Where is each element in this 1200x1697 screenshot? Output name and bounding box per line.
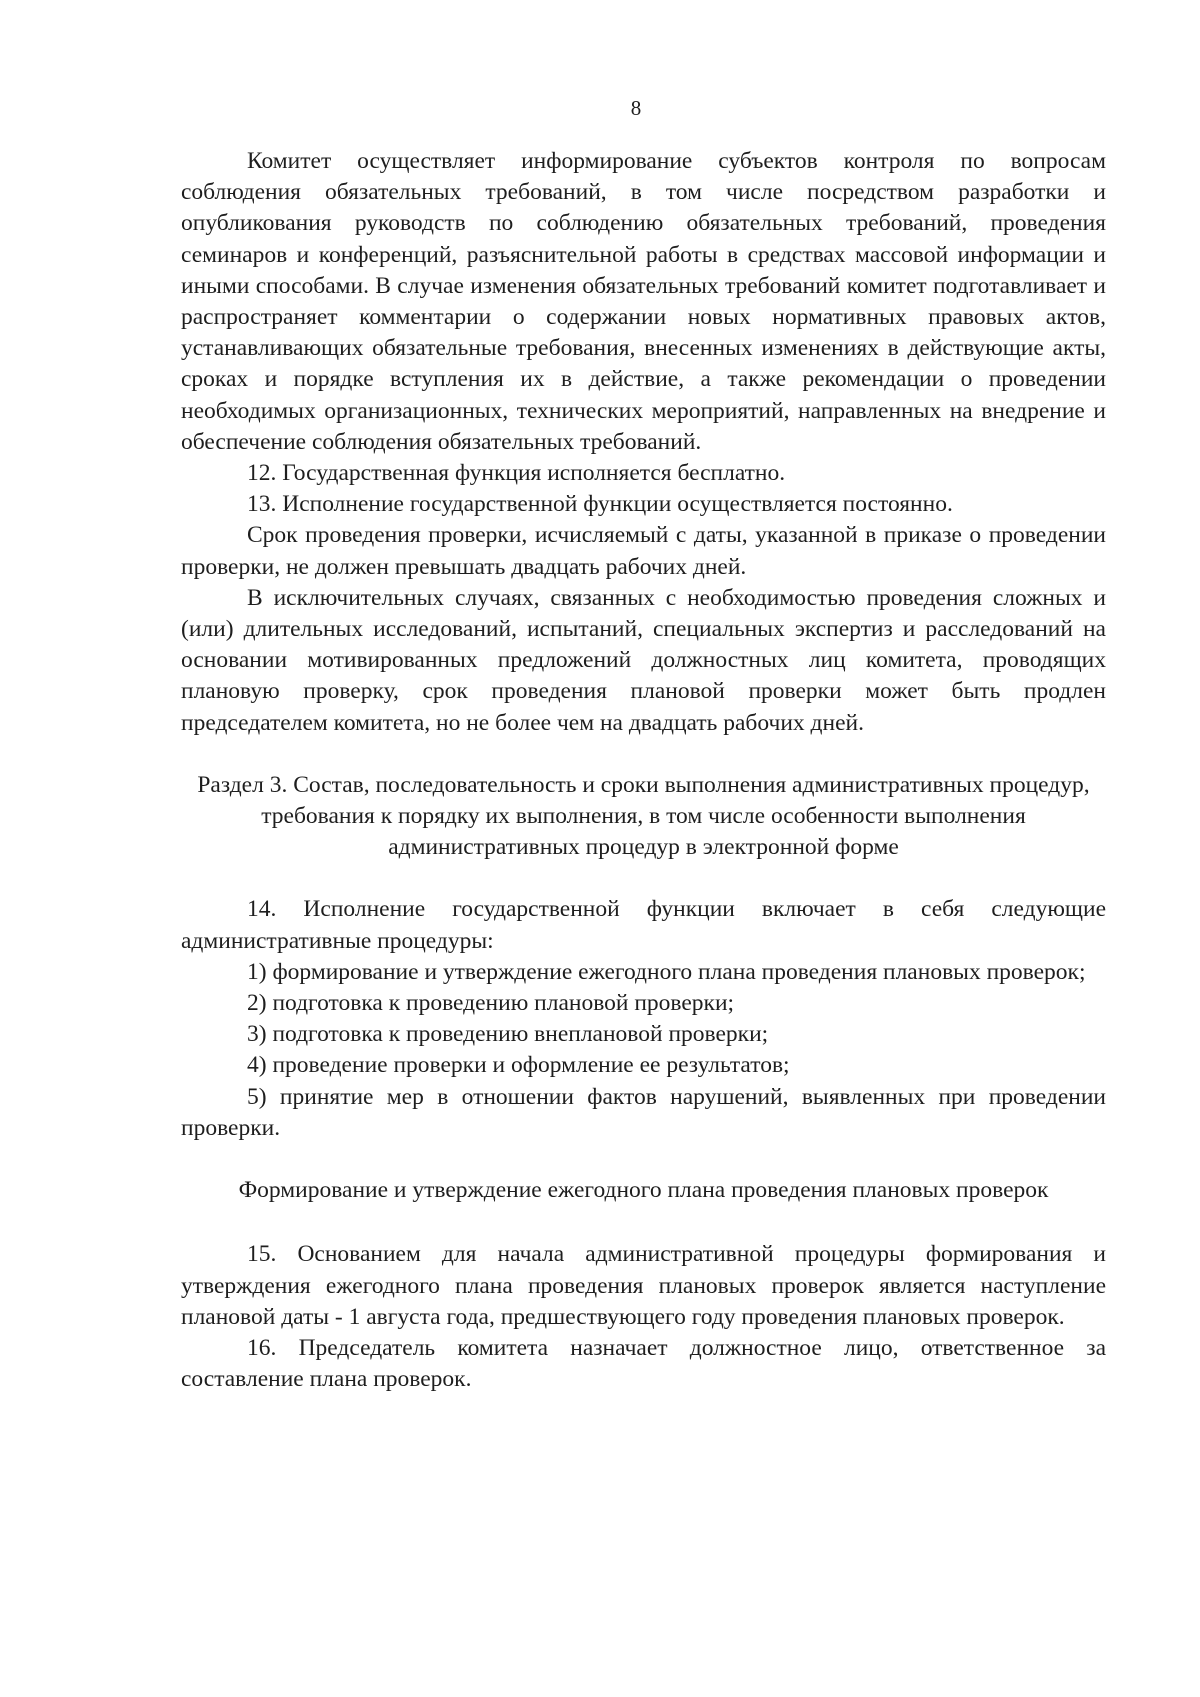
procedure-item-3: 3) подготовка к проведению внеплановой проверки; <box>247 1021 769 1048</box>
paragraph-15: 15. Основанием для начала административной процедуры формирования и утверждения ежегодного плана проведения плановых проверок является наступление плановой даты - 1 августа года, предшествующего году проведения плановых проверок. <box>181 1241 1106 1330</box>
procedure-item-1: 1) формирование и утверждение ежегодного плана проведения плановых проверок; <box>247 958 1086 985</box>
paragraph-inspection-term: Срок проведения проверки, исчисляемый с даты, указанной в приказе о проведении проверки, не должен превышать двадцать рабочих дней. <box>181 522 1106 580</box>
procedure-item-2: 2) подготовка к проведению плановой проверки; <box>247 990 735 1017</box>
document-body <box>181 146 1106 1395</box>
page-number: 8 <box>630 96 642 120</box>
paragraph-14: 14. Исполнение государственной функции включает в себя следующие административные процедуры: <box>181 896 1106 954</box>
paragraph-16: 16. Председатель комитета назначает должностное лицо, ответственное за составление плана проверок. <box>181 1334 1106 1393</box>
section-3-heading: Раздел 3. Состав, последовательность и сроки выполнения административных процедур, требования к порядку их выполнения, в том числе особенности выполнения административных процедур в электронной форме <box>197 771 1090 861</box>
paragraph-12: 12. Государственная функция исполняется бесплатно. <box>247 460 786 487</box>
procedure-item-4: 4) проведение проверки и оформление ее результатов; <box>247 1052 790 1079</box>
paragraph-exceptional-cases: В исключительных случаях, связанных с необходимостью проведения сложных и (или) длительных исследований, испытаний, специальных экспертиз и расследований на основании мотивированных предложений должностных лиц комитета, проводящих плановую проверку, срок проведения плановой проверки может быть продлен председателем комитета, но не более чем на двадцать рабочих дней. <box>181 584 1106 736</box>
paragraph-informing: Комитет осуществляет информирование субъектов контроля по вопросам соблюдения обязательных требований, в том числе посредством разработки и опубликования руководств по соблюдению обязательных требований, проведения семинаров и конференций, разъяснительной работы в средствах массовой информации и иными способами. В случае изменения обязательных требований комитет подготавливает и распространяет комментарии о содержании новых нормативных правовых актов, устанавливающих обязательные требования, внесенных изменениях в действующие акты, сроках и порядке вступления их в действие, а также рекомендации о проведении необходимых организационных, технических мероприятий, направленных на внедрение и обеспечение соблюдения обязательных требований. <box>181 148 1106 455</box>
subsection-heading: Формирование и утверждение ежегодного плана проведения плановых проверок <box>238 1177 1049 1204</box>
procedure-item-5: 5) принятие мер в отношении фактов нарушений, выявленных при проведении проверки. <box>181 1083 1106 1141</box>
paragraph-13: 13. Исполнение государственной функции осуществляется постоянно. <box>247 491 953 518</box>
